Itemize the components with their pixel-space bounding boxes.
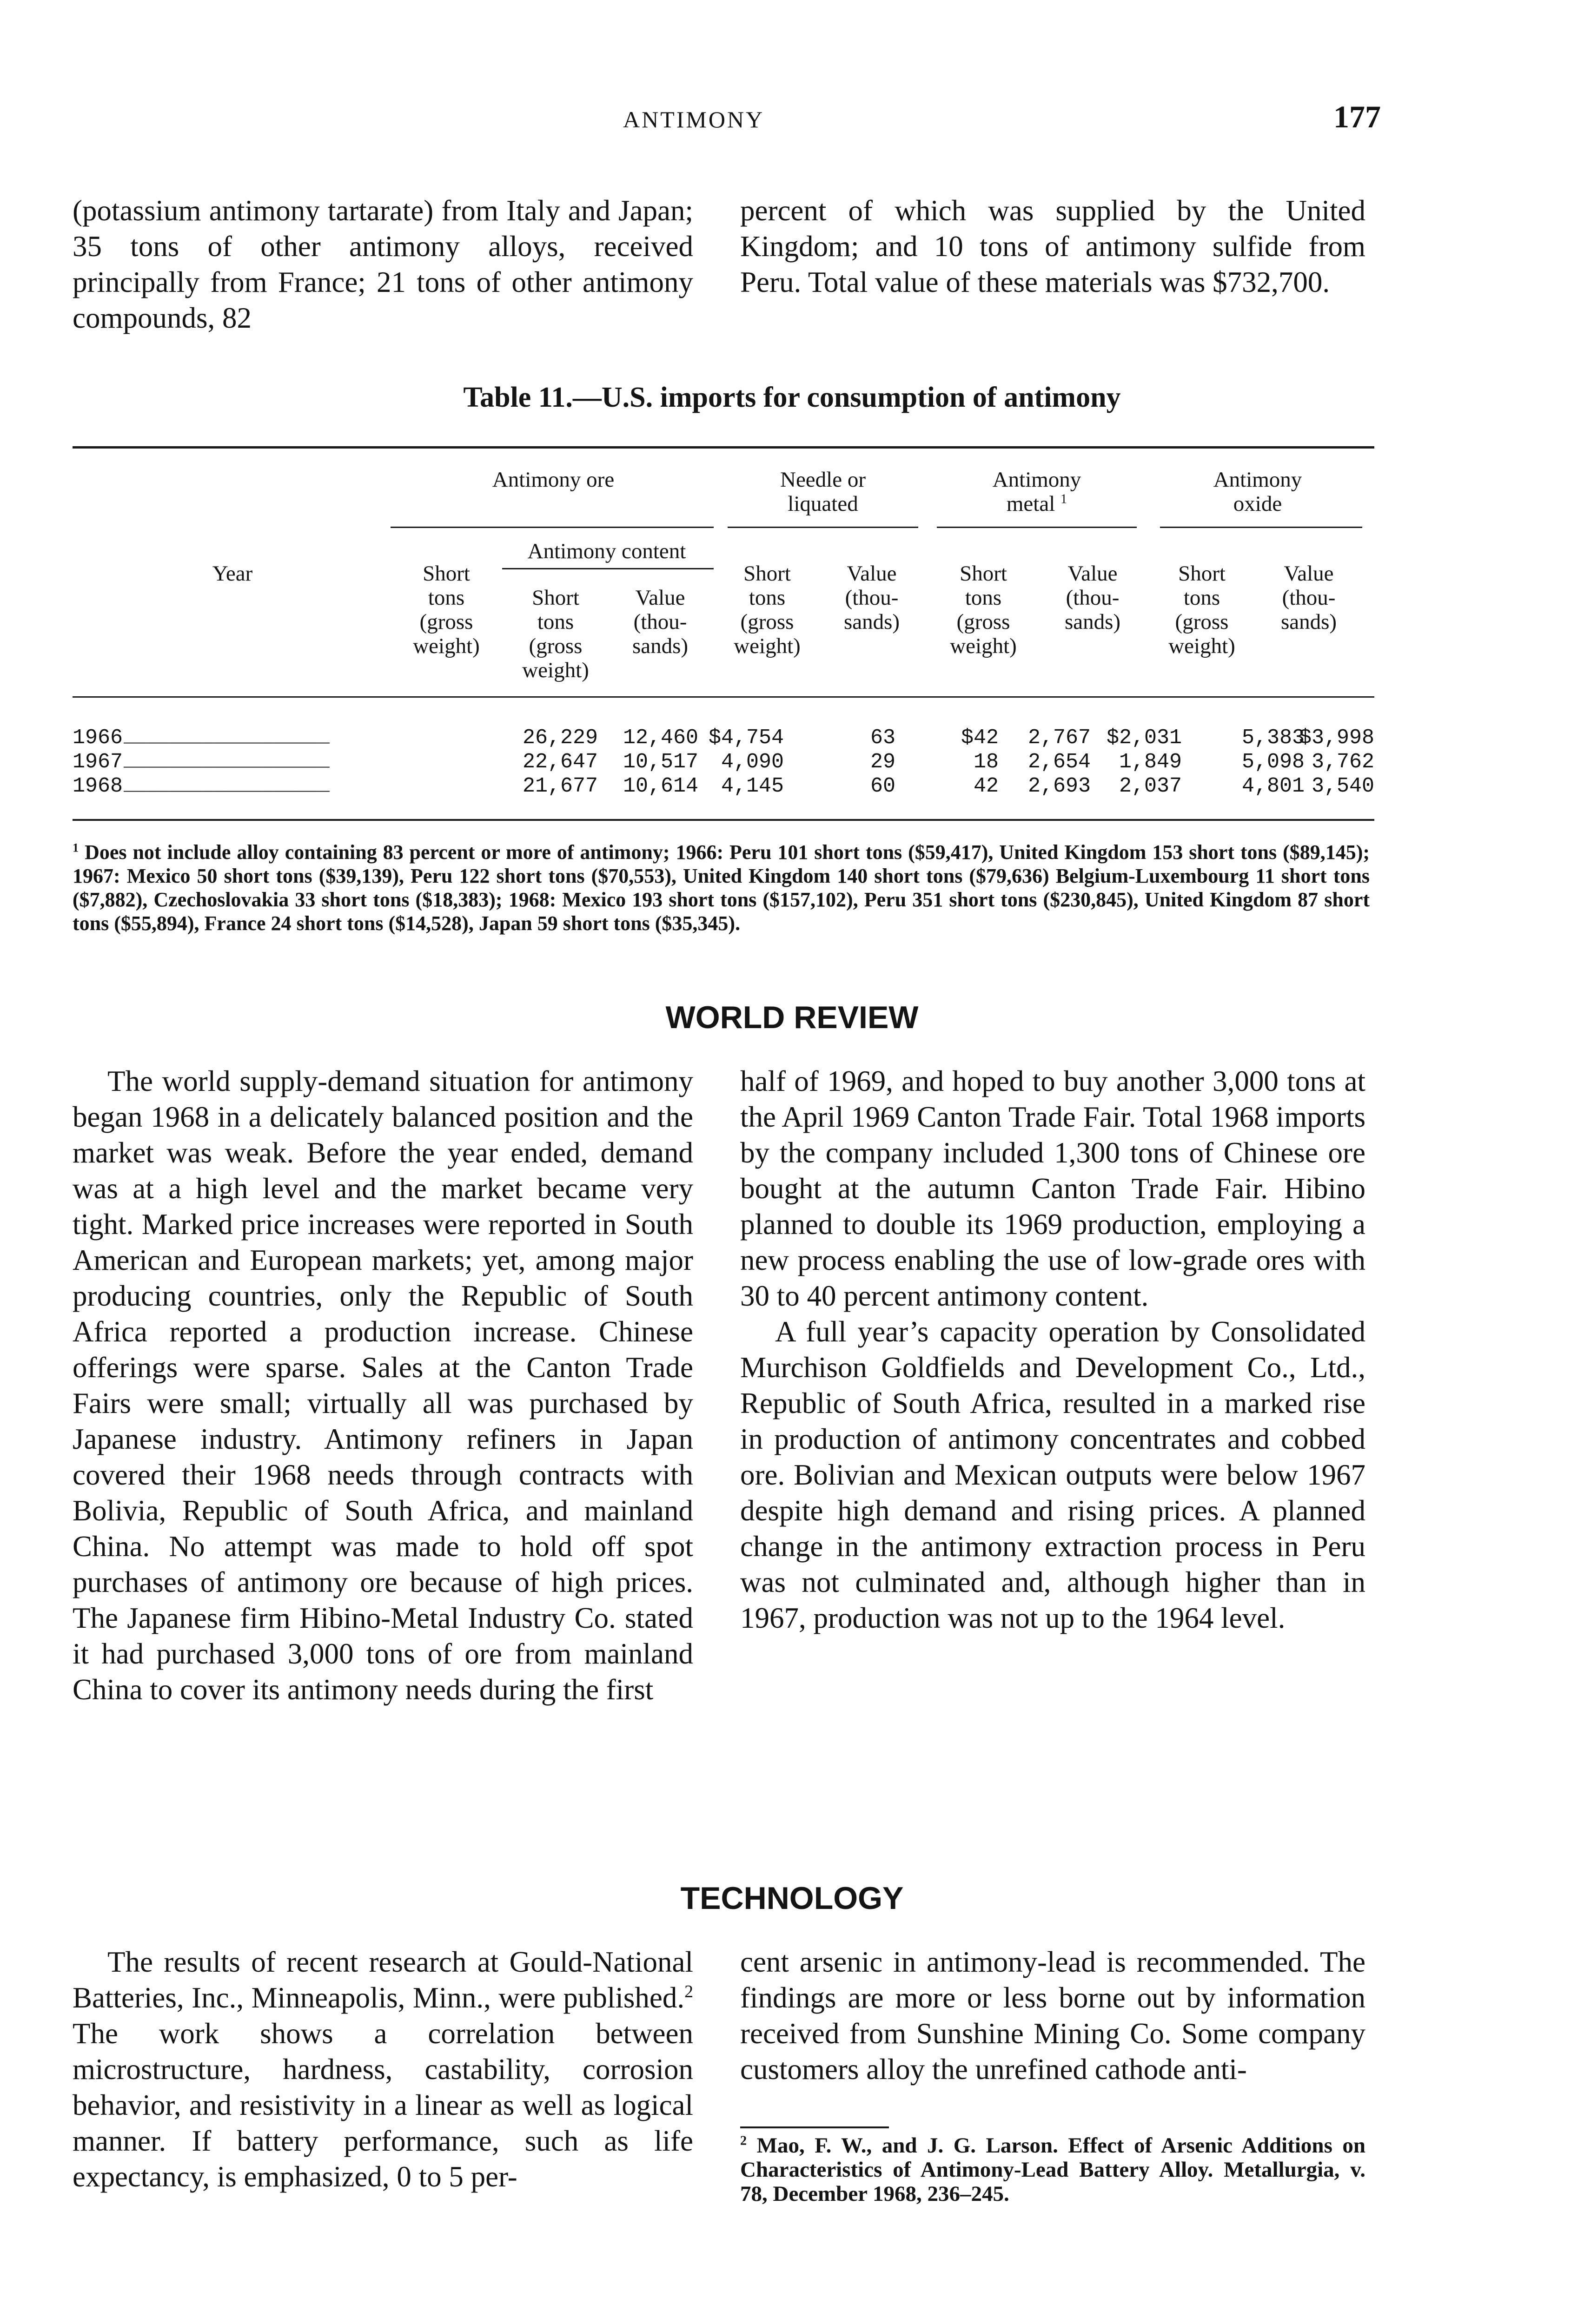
content-tons-line: Short [532,586,579,610]
metal-tons-line: Short [960,561,1007,586]
cell-metal-value: $2,031 [1106,726,1182,750]
metal-tons-line: tons [965,586,1002,610]
metal-tons-line: weight) [950,634,1017,658]
world-review-paragraph: The world supply-demand situation for antimony began 1968 in a delicately balanced position and the market was weak. Before the year ended, demand was at a high level and the market became very tight. Marked price increases were reported in South American and European markets; yet, among major producing countries, only the Republic of South Africa reported a production increase. Chinese offerings were sparse. Sales at the Canton Trade Fairs were small; virtually all was purchased by Japanese industry. Antimony refiners in Japan covered their 1968 needs through contracts with Bolivia, Republic of South Africa, and mainland China. No attempt was made to hold off spot purchases of antimony ore because of high prices. The Japanese firm Hibino-Metal Industry Co. stated it had purchased 3,000 tons of ore from mainland China to cover its antimony needs during the first [73,1065,693,1706]
world-review-heading: WORLD REVIEW [665,1000,919,1035]
metal-value-line: (thou- [1066,586,1120,610]
needle-tons-line: Short [743,561,791,586]
table-row [73,750,1374,774]
cell-leader: __________________ [124,750,330,772]
content-tons-line: (gross [529,634,583,658]
ore-gross-line: (gross [419,610,473,634]
needle-line-2: liquated [788,492,858,516]
table-bottom-rule [73,819,1374,821]
cell-needle-tons: 29 [870,750,895,774]
reference-footnote [740,2133,1365,2206]
technology-heading: TECHNOLOGY [680,1881,904,1916]
cell-needle-value: 42 [973,774,999,798]
footnote-rule [740,2126,889,2128]
col-header-content-value [609,586,711,658]
needle-value-line: Value [847,561,897,586]
reference-text: Mao, F. W., and J. G. Larson. Effect of Arsenic Additions on Characteristics of Antimony-Lead Battery Alloy. Metallurgia, v. 78, December 1968, 236–245. [740,2133,1365,2206]
oxide-tons-line: tons [1183,586,1220,610]
metal-tons-line: (gross [956,610,1010,634]
metal-line-1: Antimony [992,468,1081,492]
cell-oxide-tons: 4,801 [1241,774,1305,798]
cell-oxide-value: 3,762 [1311,750,1374,774]
cell-metal-tons: 2,767 [1027,726,1091,750]
intro-left-column [73,193,693,336]
content-value-line: sands) [632,634,689,658]
cell-metal-value: 1,849 [1119,750,1182,774]
group-header-metal [934,468,1139,516]
needle-tons-line: weight) [734,634,801,658]
table-top-rule [73,446,1374,449]
cell-metal-value: 2,037 [1119,774,1182,798]
content-value-line: Value [635,586,685,610]
table-footnote [73,840,1370,935]
col-header-needle-value [823,561,921,634]
metal-footnote-marker: 1 [1060,492,1067,507]
cell-year: 1966 [73,726,123,750]
intro-left-paragraph: (potassium antimony tartarate) from Italy and Japan; 35 tons of other antimony alloys, received principally from France; 21 tons of other antimony compounds, 82 [73,194,693,334]
ore-gross-line: weight) [413,634,480,658]
cell-year: 1967 [73,750,123,774]
cell-leader: __________________ [124,774,330,796]
cell-needle-tons: 63 [870,726,895,750]
metal-group-rule [937,527,1137,528]
cell-leader: __________________ [124,726,330,747]
cell-ore-gross: 21,677 [522,774,598,798]
cell-content-value: 4,090 [721,750,784,774]
needle-tons-line: (gross [740,610,794,634]
col-header-oxide-tons [1153,561,1251,658]
ore-gross-line: Short [423,561,470,586]
footnote-marker: 1 [73,840,79,855]
group-header-needle [725,468,921,516]
oxide-tons-line: weight) [1168,634,1235,658]
table-row [73,726,1374,750]
cell-needle-tons: 60 [870,774,895,798]
oxide-line-2: oxide [1233,492,1282,516]
page-number: 177 [1333,99,1381,134]
cell-metal-tons: 2,693 [1027,774,1091,798]
citation-marker: 2 [684,1982,693,2001]
oxide-value-line: sands) [1280,610,1337,634]
header-bottom-rule [73,696,1374,698]
table-row [73,774,1374,799]
world-review-right-column [740,1063,1365,1636]
technology-text-b: The work shows a correlation between microstructure, hardness, castability, corrosion behavior, and resistivity in a linear as well as logical manner. If battery performance, such as life expectancy, is emphasized, 0 to 5 per- [73,2017,693,2193]
content-tons-line: weight) [522,658,589,682]
technology-text-a: The results of recent research at Gould-National Batteries, Inc., Minneapolis, Minn., were published. [73,1946,693,2014]
needle-value-line: sands) [843,610,900,634]
content-group-rule [502,568,714,569]
table-title: Table 11.—U.S. imports for consumption of antimony [463,382,1121,413]
col-header-metal-tons [934,561,1032,658]
col-header-content-tons [507,586,604,682]
cell-needle-value: 18 [973,750,999,774]
needle-tons-line: tons [749,586,786,610]
col-header-ore-gross [395,561,497,658]
technology-paragraph [73,1944,693,2195]
cell-content-tons: 10,614 [623,774,698,798]
metal-value-line: Value [1067,561,1118,586]
world-review-paragraph: half of 1969, and hoped to buy another 3,000 tons at the April 1969 Canton Trade Fair. Total 1968 imports by the company included 1,300 tons of Chinese ore bought at the autumn Canton Trade Fair. Hibino planned to double its 1969 production, employing a new process enabling the use of low-grade ores with 30 to 40 percent antimony content. [740,1065,1365,1312]
oxide-value-line: Value [1284,561,1334,586]
footnote-text: Does not include alloy containing 83 percent or more of antimony; 1966: Peru 101 short tons ($59,417), United Kingdom 153 short tons ($89,145); 1967: Mexico 50 short tons ($39,139), Peru 122 short tons ($70,553), United Kingdom 140 short tons ($79,636) Belgium-Luxembourg 11 short tons ($7,882), Czechoslovakia 33 short tons ($18,383); 1968: Mexico 193 short tons ($157,102), Peru 351 short tons ($230,845), United Kingdom 87 short tons ($55,894), France 24 short tons ($14,528), Japan 59 short tons ($35,345). [73,841,1370,935]
col-header-oxide-value [1260,561,1358,634]
metal-value-line: sands) [1064,610,1121,634]
cell-year: 1968 [73,774,123,798]
cell-content-tons: 12,460 [623,726,698,750]
oxide-tons-line: (gross [1175,610,1229,634]
needle-line-1: Needle or [780,468,866,492]
col-header-metal-value [1041,561,1144,634]
cell-oxide-value: $3,998 [1299,726,1374,750]
metal-label: metal [1006,492,1055,516]
col-header-year: Year [212,561,253,586]
cell-oxide-tons: 5,383 [1241,726,1305,750]
cell-ore-gross: 22,647 [522,750,598,774]
subgroup-header-content: Antimony content [527,539,686,563]
technology-left-column [73,1944,693,2195]
cell-content-value: $4,754 [708,726,784,750]
col-header-needle-tons [718,561,816,658]
reference-marker: 2 [740,2133,747,2148]
oxide-tons-line: Short [1178,561,1226,586]
content-value-line: (thou- [633,610,687,634]
needle-group-rule [728,527,918,528]
intro-right-column [740,193,1365,300]
group-header-oxide [1158,468,1358,516]
intro-right-paragraph: percent of which was supplied by the United Kingdom; and 10 tons of antimony sulfide from Peru. Total value of these materials was $732,700. [740,194,1365,298]
ore-group-rule [391,527,714,528]
oxide-value-line: (thou- [1282,586,1336,610]
oxide-line-1: Antimony [1213,468,1302,492]
world-review-paragraph: A full year’s capacity operation by Consolidated Murchison Goldfields and Development Co., Ltd., Republic of South Africa, resulted in a marked rise in production of antimony concentrates and cobbed ore. Bolivian and Mexican outputs were below 1967 despite high demand and rising prices. A planned change in the antimony extraction process in Peru was not culminated and, although higher than in 1967, production was not up to the 1964 level. [740,1315,1365,1634]
cell-oxide-tons: 5,098 [1241,750,1305,774]
needle-value-line: (thou- [845,586,899,610]
cell-oxide-value: 3,540 [1311,774,1374,798]
content-tons-line: tons [537,610,574,634]
cell-metal-tons: 2,654 [1027,750,1091,774]
cell-content-value: 4,145 [721,774,784,798]
group-header-ore: Antimony ore [492,468,615,492]
oxide-group-rule [1160,527,1362,528]
ore-gross-line: tons [428,586,465,610]
running-head: ANTIMONY [623,106,765,132]
cell-needle-value: $42 [961,726,999,750]
technology-right-column [740,1944,1365,2087]
technology-paragraph: cent arsenic in antimony-lead is recommended. The findings are more or less borne out by information received from Sunshine Mining Co. Some company customers alloy the unrefined cathode anti- [740,1946,1365,2086]
world-review-left-column [73,1063,693,1708]
cell-content-tons: 10,517 [623,750,698,774]
metal-line-2 [934,492,1139,516]
cell-ore-gross: 26,229 [522,726,598,750]
